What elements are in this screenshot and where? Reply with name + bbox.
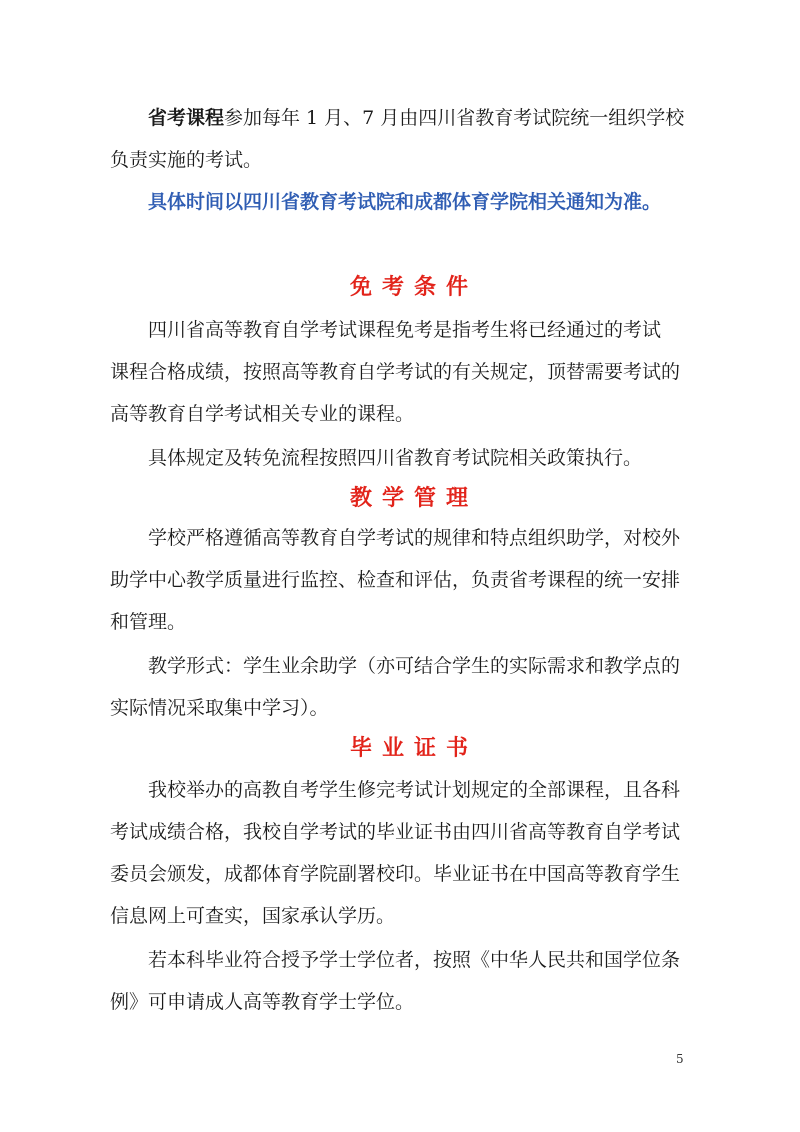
teaching-p1-line-2: 助学中心教学质量进行监控、检查和评估，负责省考课程的统一安排 bbox=[110, 569, 681, 591]
teaching-p2-line-2: 实际情况采取集中学习）。 bbox=[110, 697, 329, 719]
graduation-p1-line-2: 考试成绩合格，我校自学考试的毕业证书由四川省高等教育自学考试 bbox=[110, 821, 681, 843]
exam-paragraph-line-2: 负责实施的考试。 bbox=[110, 149, 263, 171]
graduation-p1-line-3: 委员会颁发，成都体育学院副署校印。毕业证书在中国高等教育学生 bbox=[110, 863, 681, 885]
exam-lead-term: 省考课程 bbox=[148, 107, 225, 129]
graduation-p1-line-4: 信息网上可查实，国家承认学历。 bbox=[110, 905, 396, 927]
graduation-p2-line-1: 若本科毕业符合授予学士学位者，按照《中华人民共和国学位条 bbox=[148, 949, 681, 971]
graduation-p1-line-1: 我校举办的高教自考学生修完考试计划规定的全部课程，且各科 bbox=[148, 779, 681, 801]
section-heading-teaching: 教学管理 bbox=[349, 485, 478, 511]
exam-line-1-text: 参加每年 1 月、7 月由四川省教育考试院统一组织学校 bbox=[224, 107, 685, 129]
graduation-p2-line-2: 例》可申请成人高等教育学士学位。 bbox=[110, 991, 415, 1013]
section-heading-graduation: 毕业证书 bbox=[349, 735, 478, 761]
page-number: 5 bbox=[676, 1052, 684, 1066]
teaching-p2-line-1: 教学形式：学生业余助学（亦可结合学生的实际需求和教学点的 bbox=[148, 655, 681, 677]
section-heading-exemption: 免考条件 bbox=[349, 274, 478, 300]
exemption-p1-line-2: 课程合格成绩，按照高等教育自学考试的有关规定，顶替需要考试的 bbox=[110, 361, 681, 383]
exemption-p2: 具体规定及转免流程按照四川省教育考试院相关政策执行。 bbox=[148, 447, 643, 469]
exemption-p1-line-3: 高等教育自学考试相关专业的课程。 bbox=[110, 403, 415, 425]
teaching-p1-line-3: 和管理。 bbox=[110, 611, 187, 633]
teaching-p1-line-1: 学校严格遵循高等教育自学考试的规律和特点组织助学，对校外 bbox=[148, 527, 681, 549]
exemption-p1-line-1: 四川省高等教育自学考试课程免考是指考生将已经通过的考试 bbox=[148, 319, 662, 341]
exam-paragraph-line-1 bbox=[148, 106, 684, 130]
exam-notice: 具体时间以四川省教育考试院和成都体育学院相关通知为准。 bbox=[148, 191, 662, 213]
